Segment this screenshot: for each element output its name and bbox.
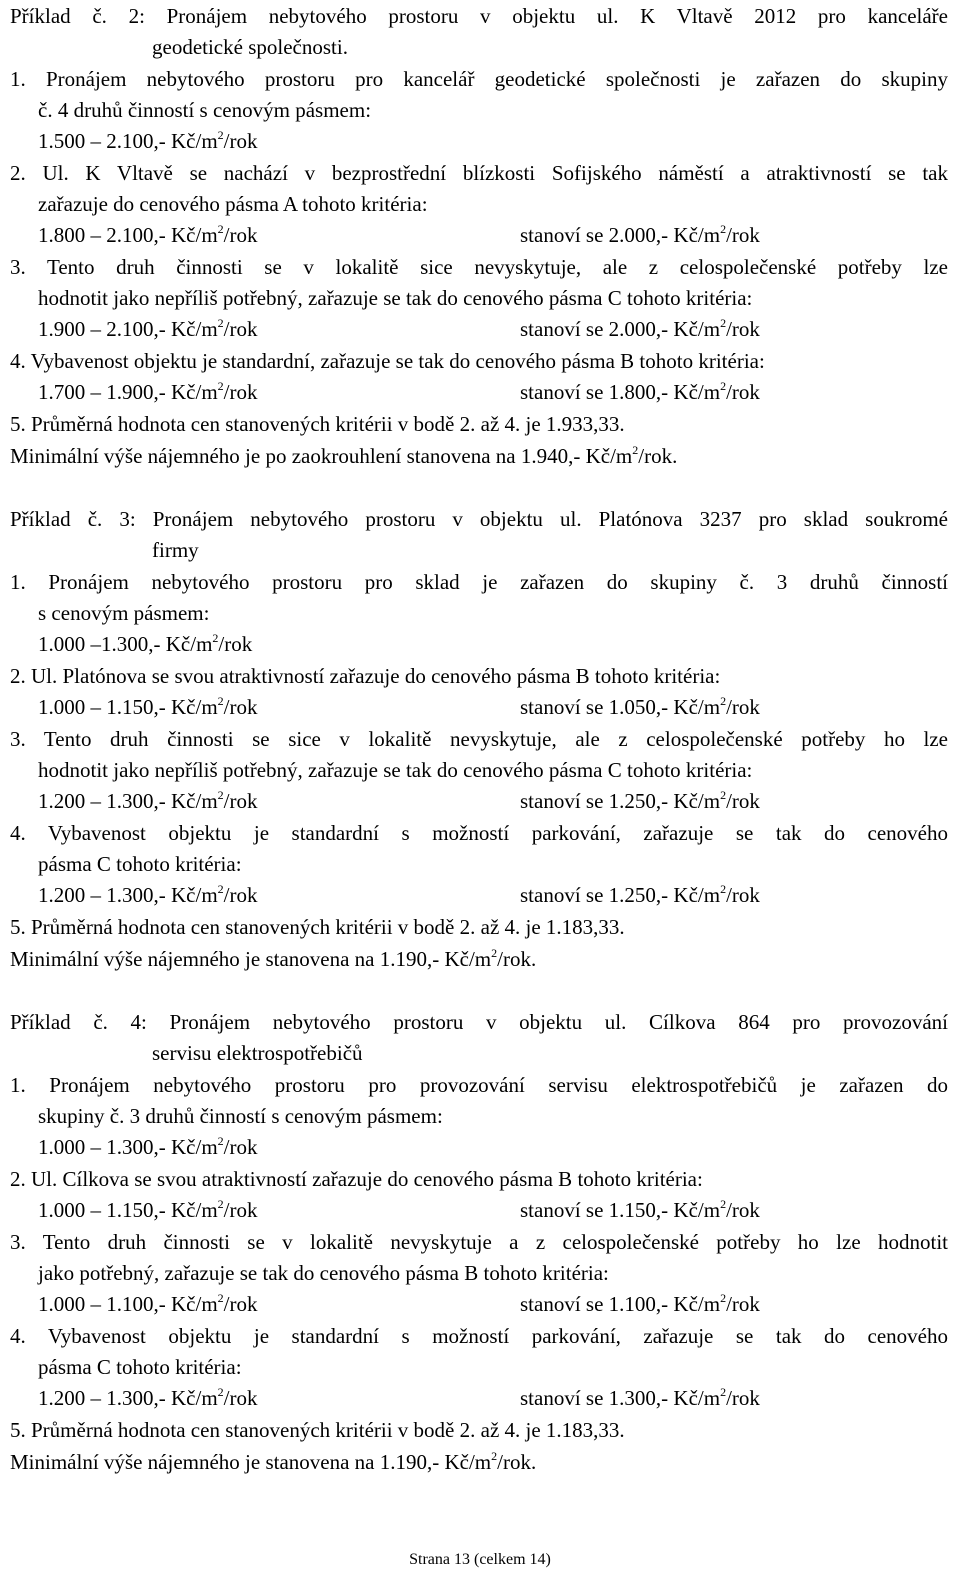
ex4-item-5: 5. Průměrná hodnota cen stanovených kritérii v bodě 2. až 4. je 1.183,33. <box>10 1418 625 1442</box>
ex2-item-5: 5. Průměrná hodnota cen stanovených kritérii v bodě 2. až 4. je 1.933,33. <box>10 412 625 436</box>
ex2-item-4-set: stanoví se 1.800,- $Kč/m^2$/rok <box>520 379 760 404</box>
ex2-item-3-range: 1.900 – 2.100,- $Kč/m^2$/rok <box>38 316 258 341</box>
ex4-item-3: 3. Tento druh činnosti se v lokalitě nevyskytuje a z celospolečenské potřeby ho lze hodnotit <box>10 1230 948 1254</box>
ex3-item-3: 3. Tento druh činnosti se sice v lokalitě nevyskytuje, ale z celospolečenské potřeby ho lze <box>10 727 948 751</box>
ex3-item-1: 1. Pronájem nebytového prostoru pro sklad je zařazen do skupiny č. 3 druhů činností <box>10 570 948 594</box>
ex2-item-2-cont: zařazuje do cenového pásma A tohoto kritéria: <box>38 192 428 216</box>
ex2-item-4-range: 1.700 – 1.900,- $Kč/m^2$/rok <box>38 379 258 404</box>
ex2-minimum: Minimální výše nájemného je po zaokrouhlení stanovena na 1.940,- $Kč/m^2$/rok. <box>10 443 678 468</box>
ex4-item-4-set: stanoví se 1.300,- $Kč/m^2$/rok <box>520 1385 760 1410</box>
ex2-item-3-set: stanoví se 2.000,- $Kč/m^2$/rok <box>520 316 760 341</box>
ex3-item-2: 2. Ul. Platónova se svou atraktivností zařazuje do cenového pásma B tohoto kritéria: <box>10 664 721 688</box>
ex3-item-1-cont: s cenovým pásmem: <box>38 601 210 625</box>
ex2-item-2-set: stanoví se 2.000,- $Kč/m^2$/rok <box>520 222 760 247</box>
ex4-item-2-range: 1.000 – 1.150,- $Kč/m^2$/rok <box>38 1197 258 1222</box>
ex2-item-3-cont: hodnotit jako nepříliš potřebný, zařazuje se tak do cenového pásma C tohoto kritéria: <box>38 286 753 310</box>
ex2-item-1: 1. Pronájem nebytového prostoru pro kancelář geodetické společnosti je zařazen do skupiny <box>10 67 948 91</box>
ex4-minimum: Minimální výše nájemného je stanovena na 1.190,- $Kč/m^2$/rok. <box>10 1449 537 1474</box>
ex4-item-4-range: 1.200 – 1.300,- $Kč/m^2$/rok <box>38 1385 258 1410</box>
ex4-item-3-range: 1.000 – 1.100,- $Kč/m^2$/rok <box>38 1291 258 1316</box>
ex4-item-1-cont: skupiny č. 3 druhů činností s cenovým pásmem: <box>38 1104 443 1128</box>
ex3-item-2-set: stanoví se 1.050,- $Kč/m^2$/rok <box>520 694 760 719</box>
ex4-item-1-range: 1.000 – 1.300,- $Kč/m^2$/rok <box>38 1134 258 1159</box>
ex4-item-2: 2. Ul. Cílkova se svou atraktivností zařazuje do cenového pásma B tohoto kritéria: <box>10 1167 703 1191</box>
ex3-item-4-range: 1.200 – 1.300,- $Kč/m^2$/rok <box>38 882 258 907</box>
ex3-item-1-range: 1.000 –1.300,- $Kč/m^2$/rok <box>38 631 253 656</box>
ex2-item-1-range: 1.500 – 2.100,- $Kč/m^2$/rok <box>38 128 258 153</box>
example-4-heading-cont: servisu elektrospotřebičů <box>152 1041 363 1065</box>
example-2-heading-cont: geodetické společnosti. <box>152 35 348 59</box>
ex2-item-2-range: 1.800 – 2.100,- $Kč/m^2$/rok <box>38 222 258 247</box>
ex3-item-3-set: stanoví se 1.250,- $Kč/m^2$/rok <box>520 788 760 813</box>
ex3-item-3-cont: hodnotit jako nepříliš potřebný, zařazuje se tak do cenového pásma C tohoto kritéria: <box>38 758 753 782</box>
ex4-item-4: 4. Vybavenost objektu je standardní s možností parkování, zařazuje se tak do cenového <box>10 1324 948 1348</box>
ex3-item-4-cont: pásma C tohoto kritéria: <box>38 852 242 876</box>
ex3-item-4-set: stanoví se 1.250,- $Kč/m^2$/rok <box>520 882 760 907</box>
ex4-item-3-cont: jako potřebný, zařazuje se tak do cenového pásma B tohoto kritéria: <box>38 1261 609 1285</box>
ex3-item-5: 5. Průměrná hodnota cen stanovených kritérii v bodě 2. až 4. je 1.183,33. <box>10 915 625 939</box>
ex2-item-4: 4. Vybavenost objektu je standardní, zařazuje se tak do cenového pásma B tohoto kritéria: <box>10 349 765 373</box>
ex2-item-2: 2. Ul. K Vltavě se nachází v bezprostřední blízkosti Sofijského náměstí a atraktivností se tak <box>10 161 948 185</box>
ex2-item-3: 3. Tento druh činnosti se v lokalitě sice nevyskytuje, ale z celospolečenské potřeby lze <box>10 255 948 279</box>
ex3-item-2-range: 1.000 – 1.150,- $Kč/m^2$/rok <box>38 694 258 719</box>
ex3-minimum: Minimální výše nájemného je stanovena na 1.190,- $Kč/m^2$/rok. <box>10 946 537 971</box>
ex4-item-4-cont: pásma C tohoto kritéria: <box>38 1355 242 1379</box>
example-2-heading: Příklad č. 2: Pronájem nebytového prostoru v objektu ul. K Vltavě 2012 pro kanceláře <box>10 4 948 28</box>
ex2-item-1-cont: č. 4 druhů činností s cenovým pásmem: <box>38 98 372 122</box>
ex4-item-3-set: stanoví se 1.100,- $Kč/m^2$/rok <box>520 1291 760 1316</box>
page-number-footer: Strana 13 (celkem 14) <box>409 1551 551 1568</box>
ex4-item-2-set: stanoví se 1.150,- $Kč/m^2$/rok <box>520 1197 760 1222</box>
example-3-heading: Příklad č. 3: Pronájem nebytového prostoru v objektu ul. Platónova 3237 pro sklad soukromé <box>10 507 948 531</box>
ex3-item-4: 4. Vybavenost objektu je standardní s možností parkování, zařazuje se tak do cenového <box>10 821 948 845</box>
example-4-heading: Příklad č. 4: Pronájem nebytového prostoru v objektu ul. Cílkova 864 pro provozování <box>10 1010 948 1034</box>
ex3-item-3-range: 1.200 – 1.300,- $Kč/m^2$/rok <box>38 788 258 813</box>
ex4-item-1: 1. Pronájem nebytového prostoru pro provozování servisu elektrospotřebičů je zařazen do <box>10 1073 948 1097</box>
example-3-heading-cont: firmy <box>152 538 199 562</box>
